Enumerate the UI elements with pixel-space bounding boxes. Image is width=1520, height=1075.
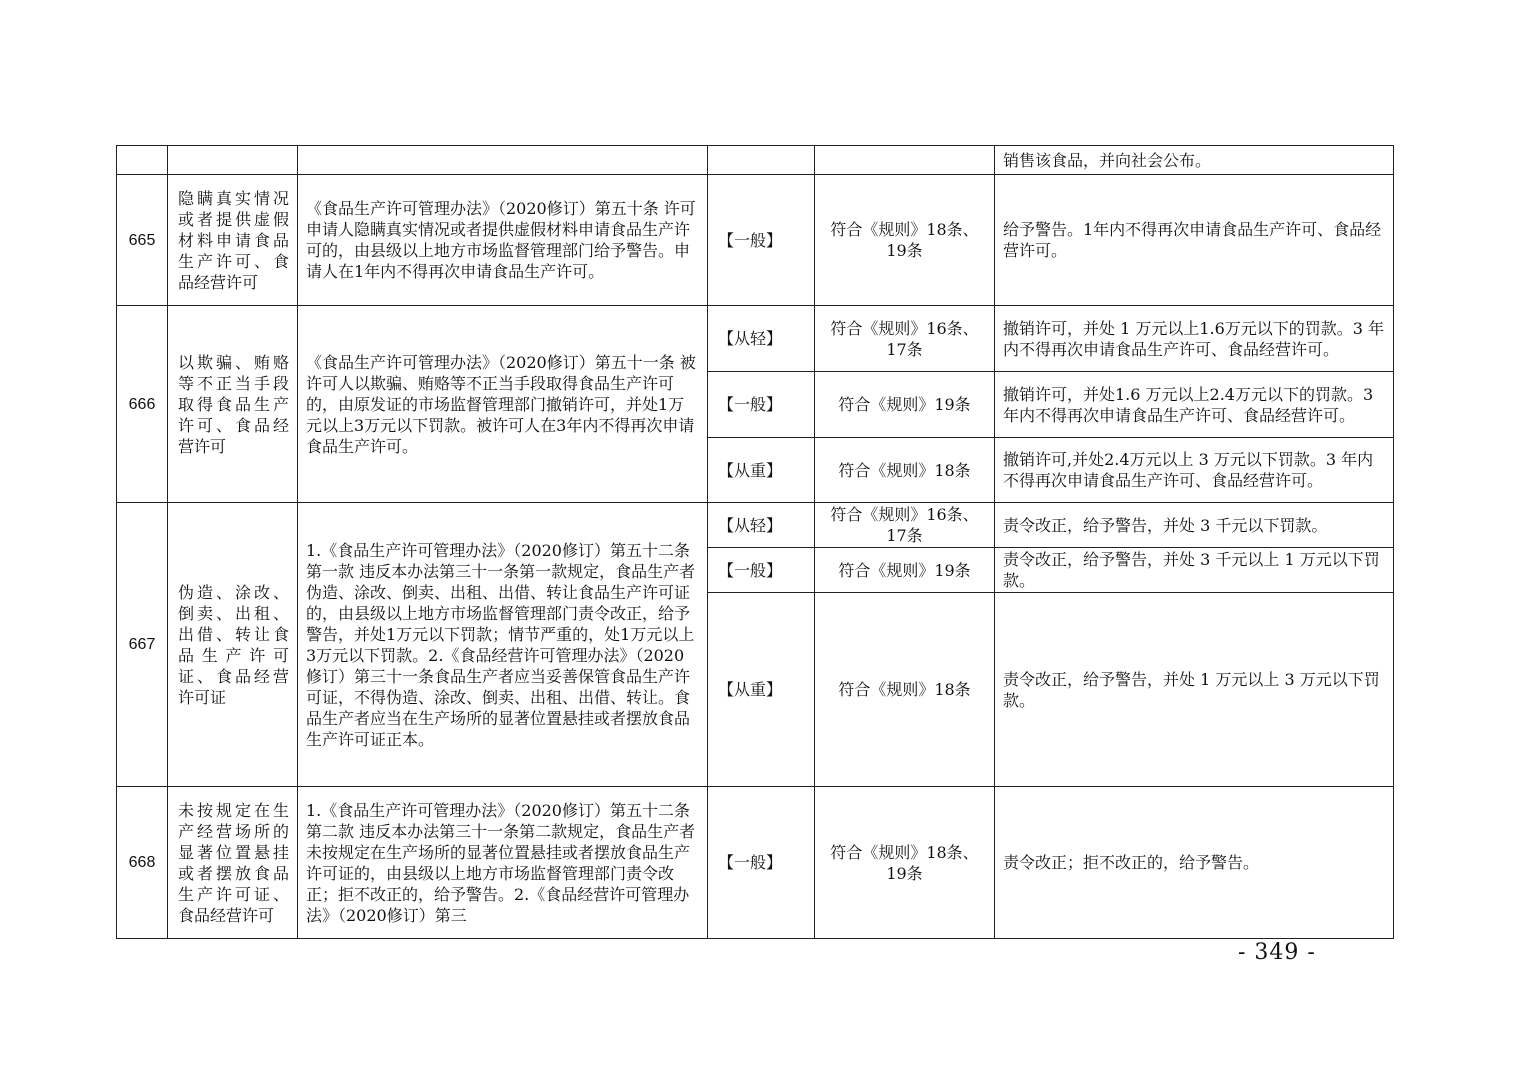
- cell-rule: 符合《规则》19条: [815, 548, 995, 593]
- table-row-668: [117, 787, 1394, 939]
- cell-item: [168, 146, 298, 175]
- cell-result: 给予警告。1年内不得再次申请食品生产许可、食品经营许可。: [995, 175, 1394, 306]
- cell-basis: 《食品生产许可管理办法》（2020修订）第五十条 许可申请人隐瞒真实情况或者提供虚假材料申请食品生产许可的，由县级以上地方市场监督管理部门给予警告。申请人在1年内不得再次申请食品生产许可。: [298, 175, 708, 306]
- cell-level: 【一般】: [708, 175, 815, 306]
- cell-item: 伪造、涂改、倒卖、出租、出借、转让食品生产许可证、食品经营许可证: [168, 503, 298, 787]
- penalty-table: [116, 145, 1394, 939]
- cell-rule: [815, 146, 995, 175]
- cell-no: [117, 146, 168, 175]
- cell-result: 责令改正，给予警告，并处 3 千元以下罚款。: [995, 503, 1394, 548]
- cell-no: 667: [117, 503, 168, 787]
- cell-result: 撤销许可,并处2.4万元以上 3 万元以下罚款。3 年内不得再次申请食品生产许可、食品经营许可。: [995, 438, 1394, 503]
- cell-level: 【从轻】: [708, 503, 815, 548]
- cell-result: 责令改正，给予警告，并处 1 万元以上 3 万元以下罚款。: [995, 593, 1394, 787]
- cell-level: 【从重】: [708, 593, 815, 787]
- cell-rule: 符合《规则》16条、17条: [815, 503, 995, 548]
- table-row-667-a: [117, 503, 1394, 548]
- cell-no: 666: [117, 306, 168, 503]
- page-number: - 349 -: [1238, 940, 1316, 965]
- cell-result: 责令改正；拒不改正的，给予警告。: [995, 787, 1394, 939]
- table-row-continuation: [117, 146, 1394, 175]
- cell-no: 665: [117, 175, 168, 306]
- cell-rule: 符合《规则》18条、19条: [815, 175, 995, 306]
- cell-level: [708, 146, 815, 175]
- cell-no: 668: [117, 787, 168, 939]
- cell-level: 【一般】: [708, 787, 815, 939]
- cell-item: 以欺骗、贿赂等不正当手段取得食品生产许可、食品经营许可: [168, 306, 298, 503]
- cell-item: 隐瞒真实情况或者提供虚假材料申请食品生产许可、食品经营许可: [168, 175, 298, 306]
- cell-level: 【一般】: [708, 372, 815, 438]
- cell-rule: 符合《规则》18条、19条: [815, 787, 995, 939]
- cell-rule: 符合《规则》16条、17条: [815, 306, 995, 372]
- cell-basis: 1.《食品生产许可管理办法》（2020修订）第五十二条第一款 违反本办法第三十一条第一款规定，食品生产者伪造、涂改、倒卖、出租、出借、转让食品生产许可证的，由县级以上地方市场监督管理部门责令改正，给予警告，并处1万元以下罚款；情节严重的，处1万元以上3万元以下罚款。2.《食品经营许可管理办法》（2020修订）第三十一条食品生产者应当妥善保管食品生产许可证，不得伪造、涂改、倒卖、出租、出借、转让。食品生产者应当在生产场所的显著位置悬挂或者摆放食品生产许可证正本。: [298, 503, 708, 787]
- cell-rule: 符合《规则》18条: [815, 593, 995, 787]
- cell-result: 责令改正，给予警告，并处 3 千元以上 1 万元以下罚款。: [995, 548, 1394, 593]
- cell-level: 【从重】: [708, 438, 815, 503]
- cell-level: 【一般】: [708, 548, 815, 593]
- cell-basis: [298, 146, 708, 175]
- cell-basis: 《食品生产许可管理办法》（2020修订）第五十一条 被许可人以欺骗、贿赂等不正当手段取得食品生产许可的，由原发证的市场监督管理部门撤销许可，并处1万元以上3万元以下罚款。被许可人在3年内不得再次申请食品生产许可。: [298, 306, 708, 503]
- cell-basis: 1.《食品生产许可管理办法》（2020修订）第五十二条第二款 违反本办法第三十一条第二款规定，食品生产者未按规定在生产场所的显著位置悬挂或者摆放食品生产许可证的，由县级以上地方市场监督管理部门责令改正；拒不改正的，给予警告。2.《食品经营许可管理办法》（2020修订）第三: [298, 787, 708, 939]
- cell-result: 销售该食品，并向社会公布。: [995, 146, 1394, 175]
- cell-result: 撤销许可，并处1.6 万元以上2.4万元以下的罚款。3 年内不得再次申请食品生产许可、食品经营许可。: [995, 372, 1394, 438]
- table-row-666-a: [117, 306, 1394, 372]
- cell-item: 未按规定在生产经营场所的显著位置悬挂或者摆放食品生产许可证、食品经营许可: [168, 787, 298, 939]
- cell-level: 【从轻】: [708, 306, 815, 372]
- cell-result: 撤销许可，并处 1 万元以上1.6万元以下的罚款。3 年内不得再次申请食品生产许可、食品经营许可。: [995, 306, 1394, 372]
- cell-rule: 符合《规则》19条: [815, 372, 995, 438]
- cell-rule: 符合《规则》18条: [815, 438, 995, 503]
- table-row-665: [117, 175, 1394, 306]
